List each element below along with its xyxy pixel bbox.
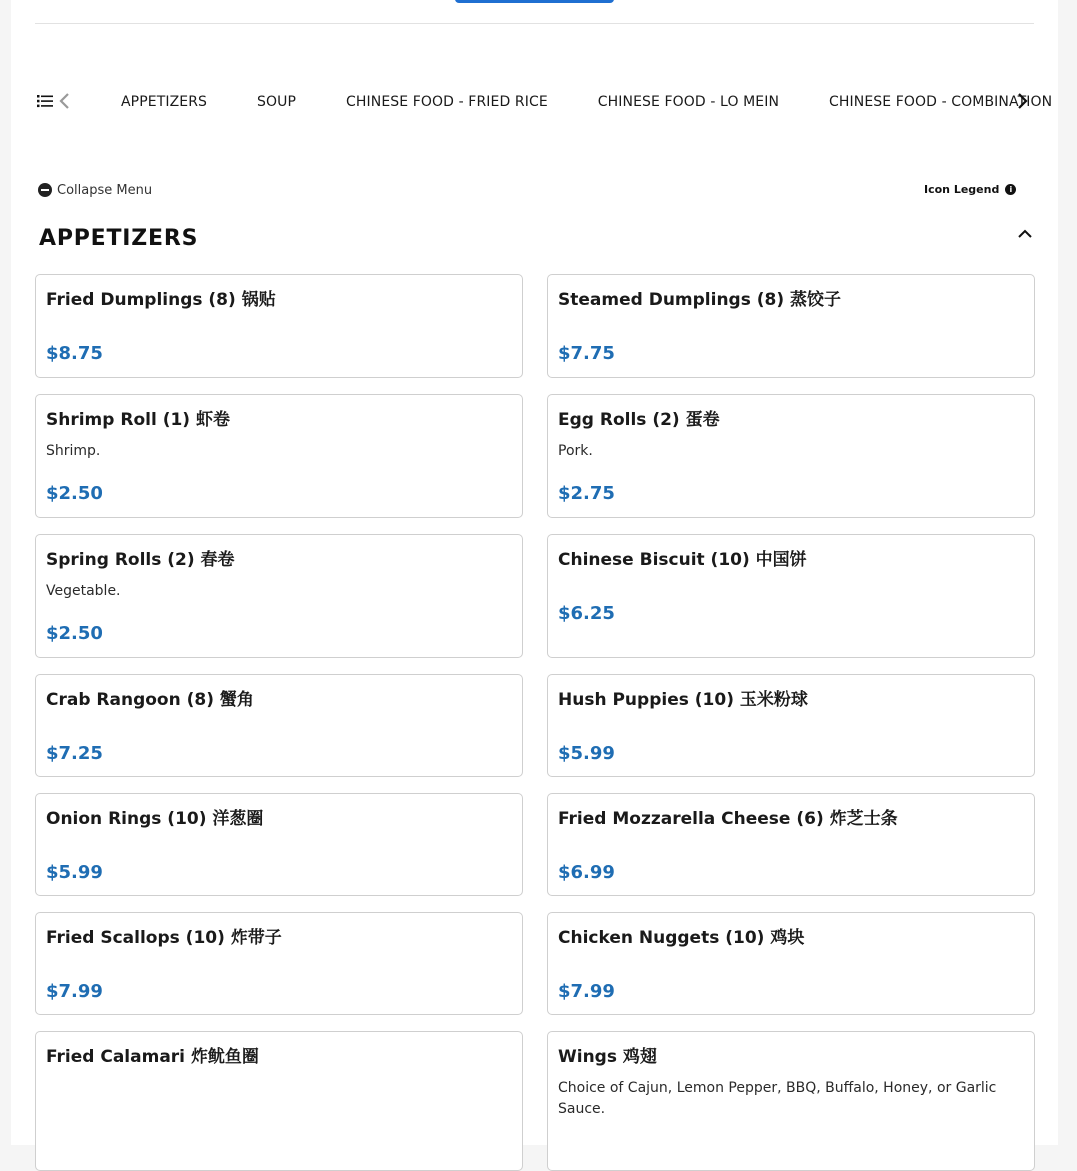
menu-item-name: Egg Rolls (2) 蛋卷	[558, 410, 720, 430]
menu-item-price: $7.99	[46, 981, 103, 1002]
menu-item-card[interactable]	[547, 534, 1035, 658]
menu-item-card[interactable]	[35, 274, 523, 378]
collapse-menu-label: Collapse Menu	[57, 182, 153, 198]
tab-soup[interactable]: SOUP	[257, 94, 297, 110]
menu-item-card[interactable]	[547, 793, 1035, 896]
icon-legend-button[interactable]	[924, 180, 1016, 198]
menu-item-name: Spring Rolls (2) 春卷	[46, 550, 235, 570]
menu-item-name: Shrimp Roll (1) 虾卷	[46, 410, 230, 430]
category-nav	[35, 82, 1053, 122]
tab-appetizers[interactable]: APPETIZERS	[121, 94, 208, 110]
menu-item-card[interactable]	[547, 274, 1035, 378]
menu-item-price: $5.99	[558, 743, 615, 764]
tab-combination[interactable]: CHINESE FOOD - COMBINATION	[829, 94, 1053, 110]
menu-item-card[interactable]	[547, 912, 1035, 1015]
menu-item-name: Fried Calamari 炸鱿鱼圈	[46, 1047, 259, 1067]
menu-item-price: $2.50	[46, 623, 103, 644]
menu-item-description: Vegetable.	[46, 583, 121, 599]
tab-fried-rice[interactable]: CHINESE FOOD - FRIED RICE	[346, 94, 548, 110]
menu-item-price: $6.25	[558, 603, 615, 624]
menu-item-name: Wings 鸡翅	[558, 1047, 657, 1067]
collapse-menu-button[interactable]	[38, 180, 152, 200]
menu-item-price: $2.75	[558, 483, 615, 504]
chevron-up-icon[interactable]	[1016, 225, 1034, 241]
chevron-left-icon[interactable]	[58, 92, 72, 110]
divider	[35, 23, 1034, 24]
menu-item-card[interactable]	[35, 912, 523, 1015]
menu-item-card[interactable]	[35, 674, 523, 777]
category-tabs	[96, 82, 1053, 122]
menu-item-name: Chicken Nuggets (10) 鸡块	[558, 928, 805, 948]
chevron-right-icon[interactable]	[1015, 92, 1029, 110]
menu-item-card[interactable]	[35, 534, 523, 658]
menu-item-card[interactable]	[547, 674, 1035, 777]
minus-circle-icon	[38, 183, 52, 197]
menu-item-description: Pork.	[558, 443, 593, 459]
menu-item-name: Fried Mozzarella Cheese (6) 炸芝士条	[558, 809, 898, 829]
section-title: APPETIZERS	[39, 226, 199, 251]
icon-legend-label: Icon Legend	[924, 182, 1000, 196]
menu-item-card[interactable]	[35, 394, 523, 518]
menu-item-name: Onion Rings (10) 洋葱圈	[46, 809, 264, 829]
menu-item-price: $8.75	[46, 343, 103, 364]
menu-item-name: Chinese Biscuit (10) 中国饼	[558, 550, 807, 570]
menu-item-description: Shrimp.	[46, 443, 101, 459]
menu-page	[11, 0, 1058, 1145]
menu-item-price: $2.50	[46, 483, 103, 504]
menu-item-price: $5.99	[46, 862, 103, 883]
menu-item-card[interactable]	[547, 394, 1035, 518]
menu-item-description: Choice of Cajun, Lemon Pepper, BBQ, Buffalo, Honey, or Garlic Sauce.	[558, 1080, 997, 1117]
tab-lo-mein[interactable]: CHINESE FOOD - LO MEIN	[597, 94, 780, 110]
menu-item-name: Fried Dumplings (8) 锅贴	[46, 290, 276, 310]
menu-item-price: $6.99	[558, 862, 615, 883]
menu-item-name: Steamed Dumplings (8) 蒸饺子	[558, 290, 842, 310]
menu-item-price: $7.25	[46, 743, 103, 764]
menu-item-name: Hush Puppies (10) 玉米粉球	[558, 690, 808, 710]
menu-item-card[interactable]	[547, 1031, 1035, 1171]
menu-item-name: Fried Scallops (10) 炸带子	[46, 928, 282, 948]
menu-item-price: $7.75	[558, 343, 615, 364]
menu-item-card[interactable]	[35, 793, 523, 896]
top-action-button[interactable]	[455, 0, 614, 3]
menu-item-price: $7.99	[558, 981, 615, 1002]
list-icon[interactable]	[37, 93, 53, 109]
menu-item-card[interactable]	[35, 1031, 523, 1171]
info-icon: i	[1005, 184, 1016, 195]
menu-item-name: Crab Rangoon (8) 蟹角	[46, 690, 254, 710]
